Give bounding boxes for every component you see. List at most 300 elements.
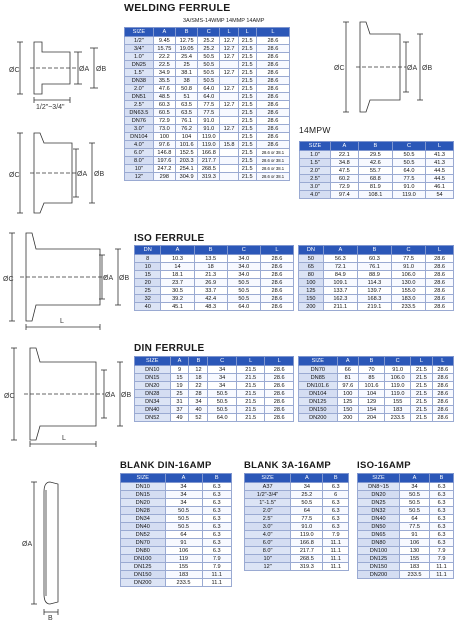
table-cell: 28.6 [265,406,294,414]
table-cell: 55.7 [358,167,392,175]
table-cell: 9.45 [153,37,175,45]
table-cell: 11.1 [202,571,231,579]
blank-3a-title: BLANK 3A-16AMP [244,460,332,471]
table-cell: 22 [189,382,208,390]
column-header: A [337,357,358,366]
label-a: ØA [79,66,90,73]
table-cell: 114.3 [357,279,391,287]
table-cell: 155 [165,563,202,571]
table-row [299,382,454,390]
table-cell: 4.0" [300,191,331,199]
table-cell: 64.0 [392,167,425,175]
table-cell: 50.5 [198,53,220,61]
table-cell [220,117,238,125]
table-cell: 34.0 [227,255,260,263]
table-cell: 21.5 [238,85,256,93]
table-row [300,183,454,191]
table-cell: 28.6 [256,125,289,133]
table-cell: 28.6 [265,382,294,390]
table-cell: 47.6 [153,85,175,93]
table-cell: 15 [135,271,161,279]
table-cell: 304.9 [175,173,197,181]
table-cell: 21.5 [236,398,265,406]
table-cell: 21.5 [238,109,256,117]
table-cell: 50.5 [392,159,425,167]
table-cell: 21.5 [411,382,432,390]
table-cell: 13.5 [194,255,227,263]
table-cell: 3.0" [125,125,154,133]
table-cell: 166.8 [291,539,323,547]
table-cell: 130 [399,547,429,555]
table-cell: DN15 [121,491,166,499]
table-row [299,303,454,311]
column-header: B [430,474,454,483]
table-cell: 28.6 [260,255,293,263]
label-c: ØC [334,65,345,72]
column-header: B [357,246,391,255]
table-cell [220,133,238,141]
table-cell: 73.0 [153,125,175,133]
table-cell: 106.0 [385,374,411,382]
table-row [121,531,232,539]
table-row [121,483,232,491]
table-cell: 50.5 [208,390,237,398]
table-cell: 91 [399,531,429,539]
table-cell: 47.5 [330,167,358,175]
table-cell: 319.3 [291,563,323,571]
table-cell: 6.3 [323,483,349,491]
table-row [135,366,294,374]
table-cell: 50.8 [175,85,197,93]
table-cell [220,173,238,181]
table-row [125,45,290,53]
table-cell: 6.3 [430,531,454,539]
table-cell: 29.5 [358,151,392,159]
table-cell: 7.9 [430,547,454,555]
table-cell: 97.6 [153,141,175,149]
column-header: SIZE [300,142,331,151]
table-cell: 152.5 [175,149,197,157]
din-ferrule-table-right [298,356,454,422]
table-cell: 26.9 [194,279,227,287]
table-row [245,531,349,539]
table-cell: 64.0 [198,93,220,101]
table-cell: DN125 [358,555,400,563]
table-cell: 139.7 [357,287,391,295]
table-row [135,271,294,279]
table-row [121,579,232,587]
table-cell: 81.9 [358,183,392,191]
table-cell: 15 [170,374,189,382]
table-cell: 31 [170,398,189,406]
blank-3a-table [244,473,349,571]
table-cell: 28.6 [426,263,454,271]
table-cell: 97.6 [337,382,358,390]
table-cell: 12.7 [220,37,238,45]
table-cell: DN80 [121,547,166,555]
table-cell: 65 [299,263,324,271]
din-ferrule-drawing [0,340,130,450]
table-header-row [245,474,349,483]
table-cell: 50.5 [227,287,260,295]
table-cell: 50.5 [208,398,237,406]
table-cell: 183 [399,563,429,571]
table-cell: 8.0" [125,157,154,165]
iso-ferrule-title: ISO FERRULE [134,233,205,244]
table-row [125,53,290,61]
table-cell: 15.8 [220,141,238,149]
table-cell: DN28 [121,507,166,515]
table-cell: 6.0" [245,539,291,547]
table-cell: DN20 [358,491,400,499]
table-row [125,37,290,45]
table-cell: 6.3 [323,515,349,523]
table-cell: 3/4" [125,45,154,53]
table-cell: 50.5 [399,507,429,515]
table-cell: 10" [245,555,291,563]
table-cell: 100 [153,133,175,141]
table-cell: 50.5 [165,507,202,515]
table-row [299,287,454,295]
table-cell: 32 [135,295,161,303]
column-header: B [189,357,208,366]
column-header: B [194,246,227,255]
table-cell: 76.2 [175,125,197,133]
table-cell: 28.6 [256,37,289,45]
table-cell: DN25 [125,61,154,69]
table-cell: 12.75 [175,37,197,45]
table-cell: 50.5 [198,69,220,77]
table-cell: 183 [165,571,202,579]
label-c: ØC [3,276,14,283]
table-cell: DN25 [358,499,400,507]
table-cell: 40 [135,303,161,311]
table-cell: 28.6 [260,279,293,287]
table-cell: 60.5 [153,109,175,117]
table-cell: 80 [299,271,324,279]
table-cell: 88.9 [357,271,391,279]
table-cell: 63.5 [175,101,197,109]
table-row [358,491,454,499]
table-cell: DN34 [135,398,171,406]
table-cell: 19.05 [175,45,197,53]
table-cell: 11.1 [323,547,349,555]
table-cell: 34.9 [153,69,175,77]
welding-ferrule-drawing-large [0,125,120,220]
label-va: ØA [22,541,33,548]
table-cell: 12" [125,173,154,181]
table-row [135,398,294,406]
table-cell: 34 [208,366,237,374]
table-row [358,539,454,547]
table-cell: 6.3 [202,547,231,555]
table-cell: 50.5 [165,523,202,531]
table-cell: DN70 [299,366,338,374]
column-header: L [265,357,294,366]
table-row [299,279,454,287]
column-header: A [330,142,358,151]
table-row [358,531,454,539]
table-cell: 106 [165,547,202,555]
table-cell: DN125 [299,398,338,406]
table-cell [220,157,238,165]
table-row [121,547,232,555]
column-header: SIZE [125,28,154,37]
table-cell: 125 [337,398,358,406]
table-cell: DN34 [121,515,166,523]
table-cell: 9 [170,366,189,374]
label-b: ØB [121,392,132,399]
table-row [125,109,290,117]
table-cell: 54 [426,191,454,199]
table-cell: DN104 [299,390,338,398]
table-cell: 247.2 [153,165,175,173]
table-cell: 34.0 [227,271,260,279]
column-header: C [385,357,411,366]
table-cell: DN150 [358,563,400,571]
table-cell: 22.1 [330,151,358,159]
table-cell: 28.6 or 38.1 [256,165,289,173]
column-header: L [260,246,293,255]
table-cell: 204 [358,414,384,422]
table-cell: 2.0" [125,85,154,93]
table-cell: 72.9 [330,183,358,191]
table-cell: 21.5 [238,45,256,53]
table-cell: 25.4 [175,53,197,61]
table-row [245,507,349,515]
table-cell: 1/2" [125,37,154,45]
table-cell: 21.5 [238,173,256,181]
table-cell: 28.6 [265,366,294,374]
table-cell: 1.0" [300,151,331,159]
column-header: C [391,246,425,255]
table-cell: 42.4 [194,295,227,303]
table-cell: 7.9 [202,555,231,563]
table-row [358,507,454,515]
column-header: L [426,142,454,151]
table-row [358,563,454,571]
table-cell: 21.5 [238,61,256,69]
table-row [135,382,294,390]
table-cell: 28.6 [256,93,289,101]
table-cell: 6.3 [202,483,231,491]
table-cell: 77.5 [399,523,429,531]
table-cell: 109.1 [323,279,357,287]
label-c: ØC [9,67,20,74]
table-cell: DN65 [358,531,400,539]
table-cell: 35.5 [153,77,175,85]
table-cell: 64 [291,507,323,515]
table-row [135,414,294,422]
column-header: SIZE [121,474,166,483]
table-cell: 28.6 [256,61,289,69]
table-cell: 50.5 [291,499,323,507]
table-header-row [135,246,294,255]
table-row [135,374,294,382]
column-header: B [202,474,231,483]
table-cell: 101.6 [358,382,384,390]
column-header: C [392,142,425,151]
table-cell: 6.3 [430,539,454,547]
table-cell: 6.3 [202,507,231,515]
table-cell: DN100 [121,555,166,563]
table-cell: 76.1 [175,117,197,125]
table-cell: 125 [299,287,324,295]
table-row [299,414,454,422]
table-cell: DN150 [121,571,166,579]
table-cell: 77.5 [391,255,425,263]
column-header: SIZE [135,357,171,366]
table-cell: 34 [165,499,202,507]
table-cell: DN100 [358,547,400,555]
table-row [358,571,454,579]
table-cell: 28.6 [260,303,293,311]
table-cell: 21.5 [411,374,432,382]
table-row [121,563,232,571]
table-cell: 91.0 [392,183,425,191]
table-row [121,491,232,499]
table-row [300,151,454,159]
table-cell: 25.2 [291,491,323,499]
table-cell: 6.3 [323,507,349,515]
table-cell: 21.5 [236,406,265,414]
table-cell: DN52 [135,414,171,422]
label-a: ØA [103,275,114,282]
column-header: L [426,246,454,255]
table-row [299,271,454,279]
table-row [125,69,290,77]
table-cell: 133.7 [323,287,357,295]
table-cell: 60.3 [357,255,391,263]
table-cell: 28.6 [426,279,454,287]
table-header-row [125,28,290,37]
table-cell: 200 [337,414,358,422]
column-header: A [323,246,357,255]
column-header: L [236,357,265,366]
table-cell: 8.0" [245,547,291,555]
table-cell: 28.6 [265,390,294,398]
table-cell: 233.5 [391,303,425,311]
table-cell: 7.9 [430,555,454,563]
table-cell: 28.6 [256,69,289,77]
table-cell: 52 [189,414,208,422]
table-cell: 25 [170,390,189,398]
table-cell: 298 [153,173,175,181]
table-cell: 37 [170,406,189,414]
table-cell: 42.6 [358,159,392,167]
table-cell: 28.6 [432,398,453,406]
table-row [125,157,290,165]
column-header: A [399,474,429,483]
table-cell: 21.5 [238,93,256,101]
table-cell: 12 [189,366,208,374]
table-cell: DN70 [121,539,166,547]
table-cell: 18 [189,374,208,382]
table-cell: 28.6 [260,287,293,295]
column-header: A [291,474,323,483]
table-cell: 21.5 [238,69,256,77]
blank-din-title: BLANK DIN-16AMP [120,460,212,471]
table-cell: 10 [135,263,161,271]
din-ferrule-title: DIN FERRULE [134,343,205,354]
table-cell: 28.6 or 38.1 [256,173,289,181]
table-cell: 11.1 [323,555,349,563]
table-cell: 34 [208,382,237,390]
table-cell: 119.0 [385,390,411,398]
table-cell: 25.2 [198,37,220,45]
column-header: C [198,28,220,37]
table-row [358,499,454,507]
column-header: B [358,357,384,366]
table-cell: 76.1 [357,263,391,271]
table-cell: 12.7 [220,45,238,53]
table-row [299,374,454,382]
table-cell: 34.0 [227,263,260,271]
label-c: ØC [9,172,20,179]
table-header-row [358,474,454,483]
table-row [358,515,454,523]
table-cell: 219.1 [357,303,391,311]
table-cell: 50.5 [227,279,260,287]
table-cell: 21.5 [411,414,432,422]
table-cell: 28.6 [256,77,289,85]
column-header: SIZE [245,474,291,483]
table-cell: 39.2 [161,295,194,303]
table-cell: 12.7 [220,85,238,93]
iso16-table [357,473,454,579]
table-cell: 91.0 [391,263,425,271]
table-cell: 64.0 [208,414,237,422]
table-row [245,491,349,499]
table-cell: 28.6 [432,374,453,382]
mpw-drawing [320,12,455,122]
table-cell: 28.6 [432,366,453,374]
table-cell: 268.5 [291,555,323,563]
table-row [125,141,290,149]
table-cell: 50.5 [399,499,429,507]
table-cell: DN40 [135,406,171,414]
label-l: L [62,435,66,442]
table-cell [220,165,238,173]
column-header: L [220,28,238,37]
table-row [300,159,454,167]
table-row [135,287,294,295]
table-cell: 1/2"-3/4" [245,491,291,499]
table-cell: 12.7 [220,53,238,61]
table-cell: 28.6 [432,414,453,422]
table-cell: 183.0 [391,295,425,303]
table-cell: 254.1 [175,165,197,173]
label-b: ØB [94,171,105,178]
table-cell: 203.3 [175,157,197,165]
table-cell: 28.6 [260,295,293,303]
table-cell: 21.5 [238,157,256,165]
table-cell: 28.6 [256,109,289,117]
table-cell: 150 [299,295,324,303]
table-cell: 28 [189,390,208,398]
table-cell: 2.0" [300,167,331,175]
label-b: ØB [422,65,433,72]
table-cell: 28.6 [426,287,454,295]
table-header-row [121,474,232,483]
table-cell: 28.6 [256,45,289,53]
table-row [135,255,294,263]
table-cell: 28.6 [256,85,289,93]
table-cell: 21.5 [238,37,256,45]
table-cell: DN40 [358,515,400,523]
table-cell: 21.5 [411,398,432,406]
table-cell: 34 [165,483,202,491]
